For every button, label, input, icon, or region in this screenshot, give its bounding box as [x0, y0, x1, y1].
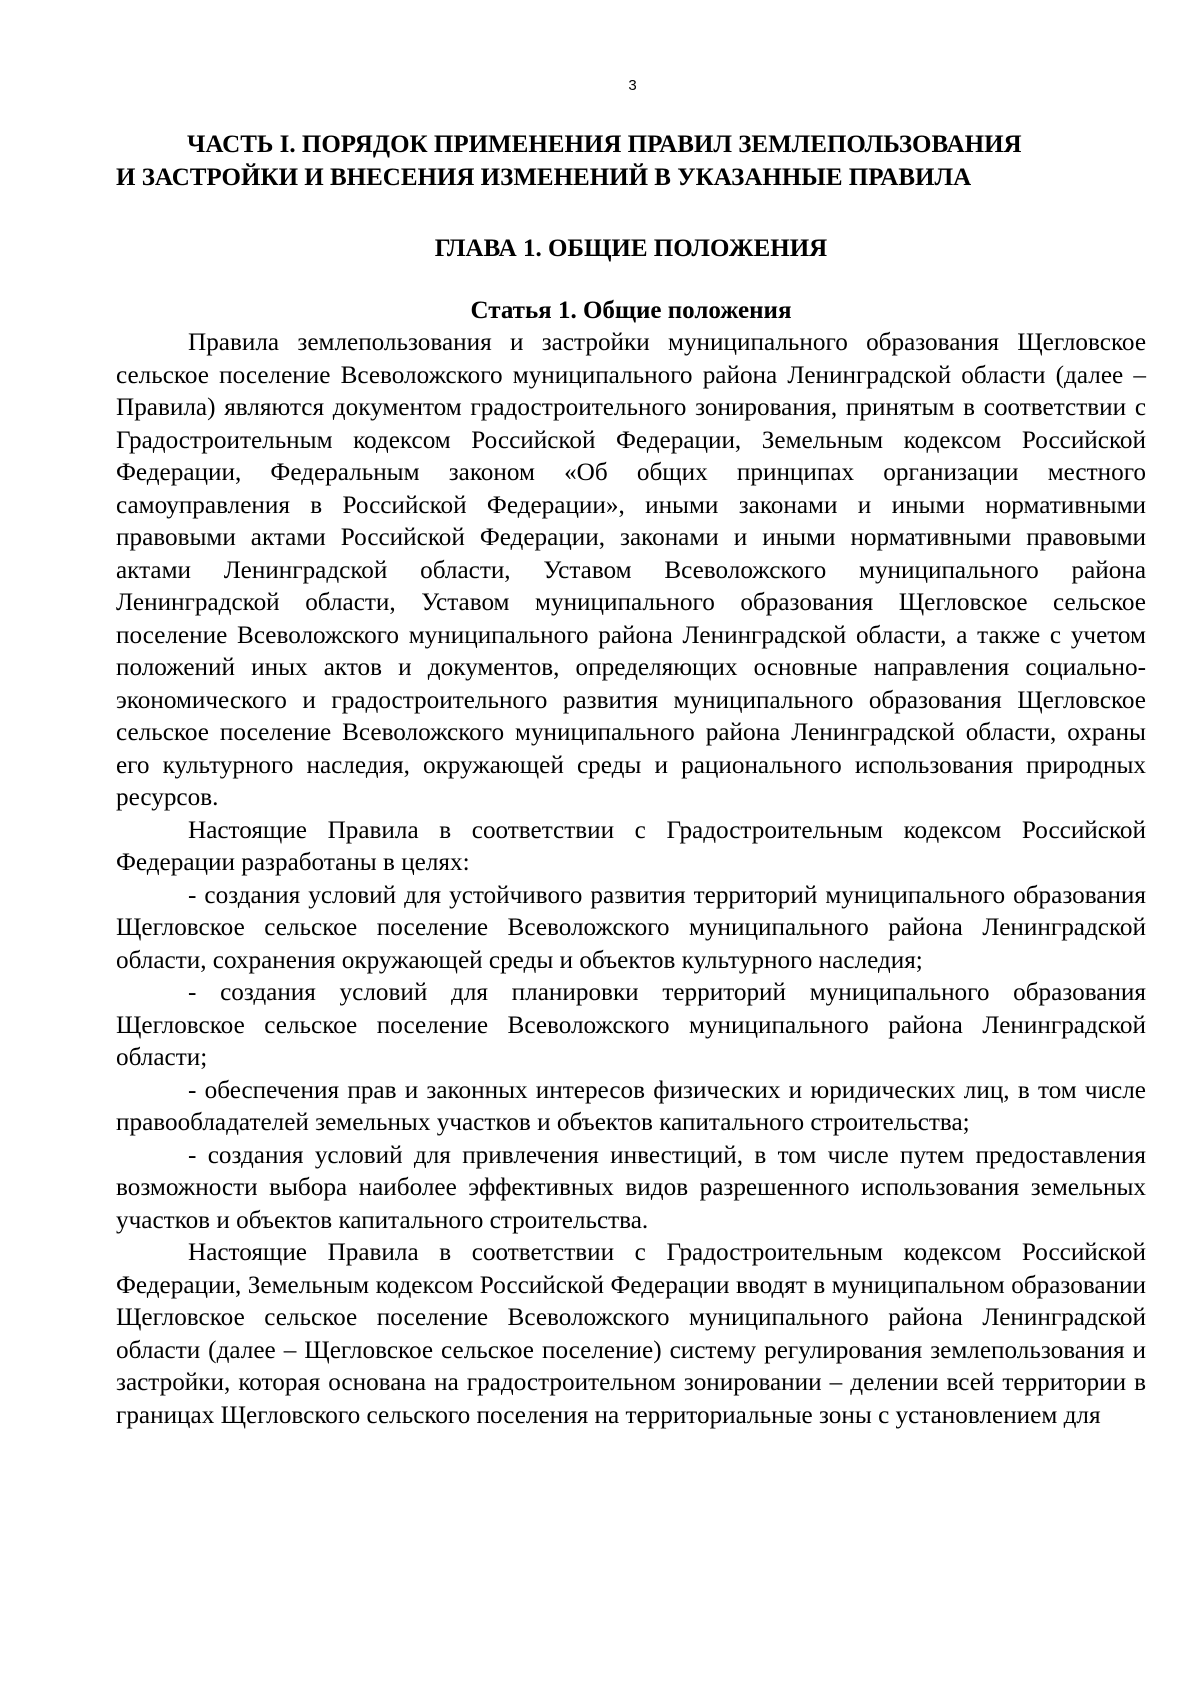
page-number: 3 [628, 77, 637, 94]
part-title-line-2: И ЗАСТРОЙКИ И ВНЕСЕНИЯ ИЗМЕНЕНИЙ В УКАЗАННЫЕ ПРАВИЛА [116, 164, 972, 191]
paragraph-2: Настоящие Правила в соответствии с Градостроительным кодексом Российской Федерации разработаны в целях: [116, 816, 1146, 876]
paragraph-3: Настоящие Правила в соответствии с Градостроительным кодексом Российской Федерации, Земельным кодексом Российской Федерации вводят в муниципальном образовании Щегловское сельское поселение Всеволожского муниципального района Ленинградской области (далее – Щегловское сельское поселение) систему регулирования землепользования и застройки, которая основана на градостроительном зонировании – делении всей территории в границах Щегловского сельского поселения на территориальные зоны с установлением для [116, 1239, 1146, 1429]
list-item-2: - создания условий для планировки территорий муниципального образования Щегловское сельское поселение Всеволожского муниципального района Ленинградской области; [116, 979, 1146, 1071]
part-title [116, 128, 1146, 194]
list-item-3: - обеспечения прав и законных интересов физических и юридических лиц, в том числе правообладателей земельных участков и объектов капитального строительства; [116, 1076, 1146, 1136]
document-body [116, 128, 1146, 1432]
article-title: Статья 1. Общие положения [470, 297, 792, 324]
list-item-4: - создания условий для привлечения инвестиций, в том числе путем предоставления возможности выбора наиболее эффективных видов разрешенного использования земельных участков и объектов капитального строительства. [116, 1141, 1146, 1234]
chapter-title: ГЛАВА 1. ОБЩИЕ ПОЛОЖЕНИЯ [434, 235, 828, 262]
list-item-1: - создания условий для устойчивого развития территорий муниципального образования Щегловское сельское поселение Всеволожского муниципального района Ленинградской области, сохранения окружающей среды и объектов культурного наследия; [116, 881, 1146, 974]
paragraph-1: Правила землепользования и застройки муниципального образования Щегловское сельское поселение Всеволожского муниципального района Ленинградской области (далее – Правила) являются документом градостроительного зонирования, принятым в соответствии с Градостроительным кодексом Российской Федерации, Земельным кодексом Российской Федерации, Федеральным законом «Об общих принципах организации местного самоуправления в Российской Федерации», иными законами и иными нормативными правовыми актами Российской Федерации, законами и иными нормативными правовыми актами Ленинградской области, Уставом Всеволожского муниципального района Ленинградской области, Уставом муниципального образования Щегловское сельское поселение Всеволожского муниципального района Ленинградской области, а также с учетом положений иных актов и документов, определяющих основные направления социально-экономического и градостроительного развития муниципального образования Щегловское сельское поселение Всеволожского муниципального района Ленинградской области, охраны его культурного наследия, окружающей среды и рационального использования природных ресурсов. [116, 329, 1146, 811]
part-title-line-1: ЧАСТЬ I. ПОРЯДОК ПРИМЕНЕНИЯ ПРАВИЛ ЗЕМЛЕПОЛЬЗОВАНИЯ [187, 131, 1022, 158]
